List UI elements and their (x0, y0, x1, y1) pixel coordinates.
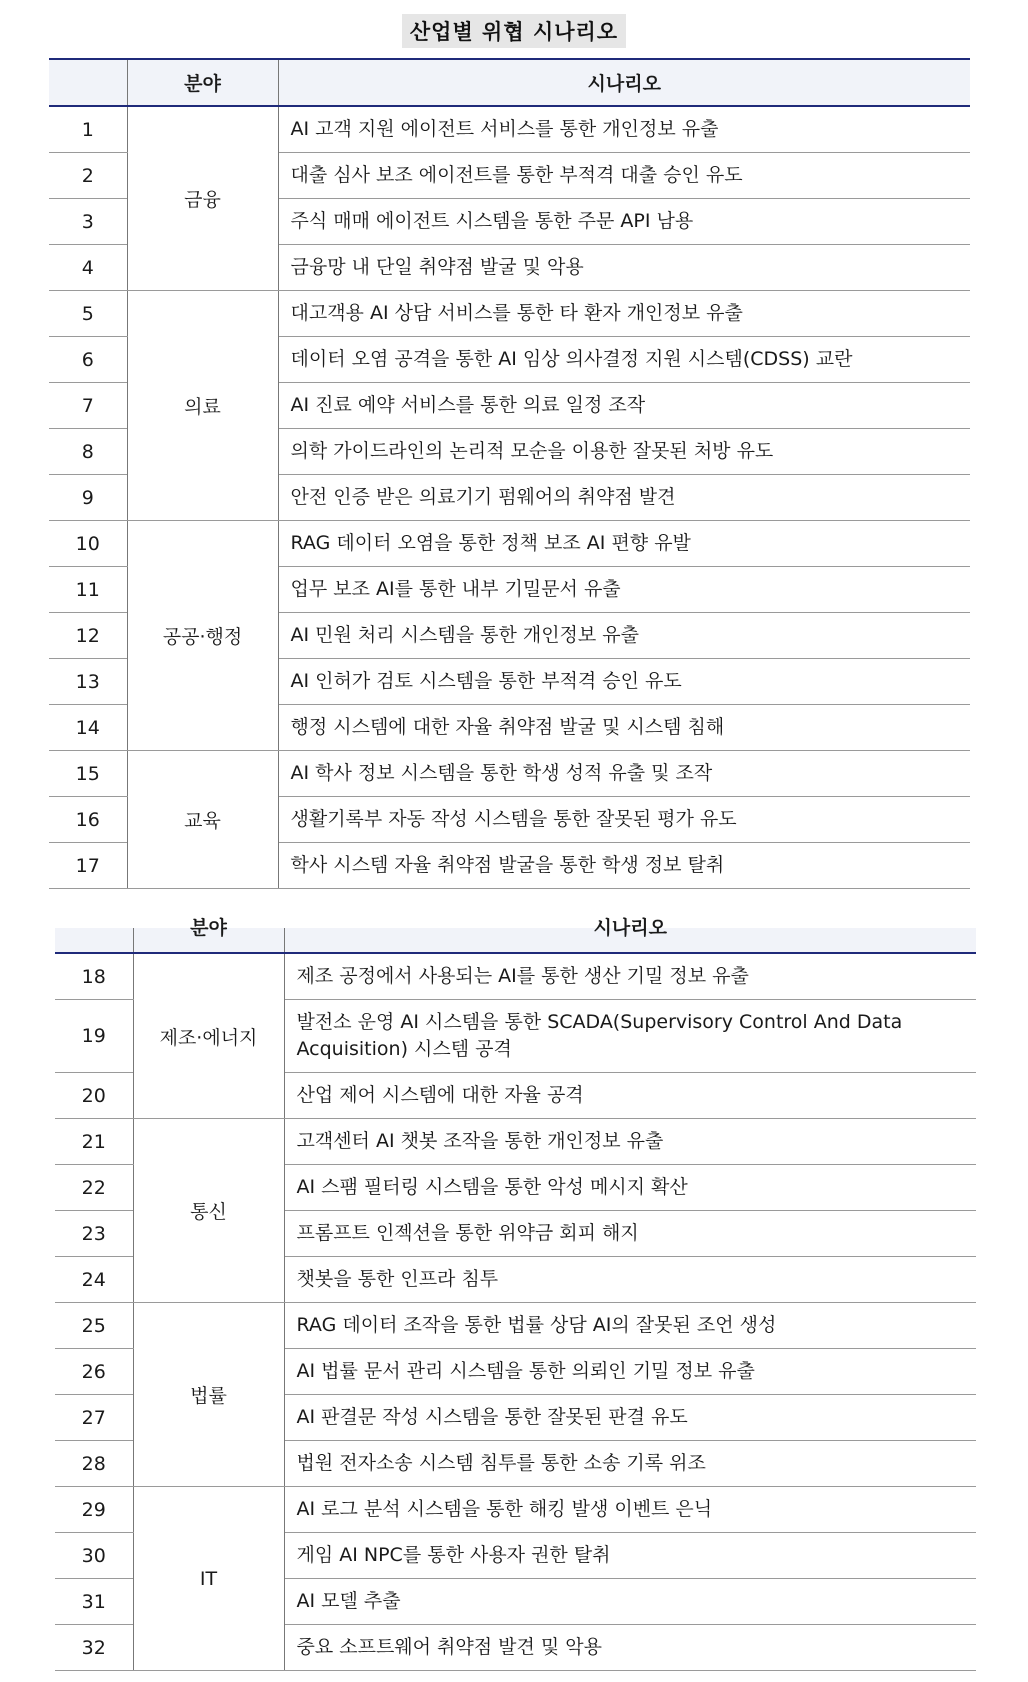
scenario-cell: AI 고객 지원 에이전트 서비스를 통한 개인정보 유출 (278, 106, 970, 153)
field-cell: 교육 (127, 751, 278, 889)
page-title: 산업별 위협 시나리오 (402, 14, 626, 48)
scenario-cell: 프롬프트 인젝션을 통한 위약금 회피 해지 (284, 1211, 976, 1257)
scenario-cell: 산업 제어 시스템에 대한 자율 공격 (284, 1073, 976, 1119)
row-number: 4 (49, 245, 127, 291)
scenario-cell: 의학 가이드라인의 논리적 모순을 이용한 잘못된 처방 유도 (278, 429, 970, 475)
row-number: 22 (55, 1165, 133, 1211)
row-number: 25 (55, 1303, 133, 1349)
scenario-cell: AI 모델 추출 (284, 1579, 976, 1625)
threat-table-2 (55, 917, 976, 1671)
scenario-cell: 안전 인증 받은 의료기기 펌웨어의 취약점 발견 (278, 475, 970, 521)
row-number: 13 (49, 659, 127, 705)
row-number: 10 (49, 521, 127, 567)
table-row (55, 1303, 976, 1349)
table-row (49, 751, 970, 797)
row-number: 2 (49, 153, 127, 199)
table-row (49, 291, 970, 337)
row-number: 18 (55, 953, 133, 1000)
scenario-cell: 업무 보조 AI를 통한 내부 기밀문서 유출 (278, 567, 970, 613)
scenario-cell: 발전소 운영 AI 시스템을 통한 SCADA(Supervisory Control And Data Acquisition) 시스템 공격 (284, 1000, 976, 1073)
row-number: 7 (49, 383, 127, 429)
field-cell: 공공·행정 (127, 521, 278, 751)
row-number: 8 (49, 429, 127, 475)
field-cell: 금융 (127, 106, 278, 291)
scenario-cell: AI 진료 예약 서비스를 통한 의료 일정 조작 (278, 383, 970, 429)
scenario-cell: 금융망 내 단일 취약점 발굴 및 악용 (278, 245, 970, 291)
row-number: 12 (49, 613, 127, 659)
scenario-cell: 데이터 오염 공격을 통한 AI 임상 의사결정 지원 시스템(CDSS) 교란 (278, 337, 970, 383)
header-scenario: 시나리오 (284, 928, 976, 953)
scenario-cell: 챗봇을 통한 인프라 침투 (284, 1257, 976, 1303)
table-row (49, 106, 970, 153)
row-number: 29 (55, 1487, 133, 1533)
table-header-row (49, 59, 970, 106)
scenario-cell: AI 학사 정보 시스템을 통한 학생 성적 유출 및 조작 (278, 751, 970, 797)
row-number: 16 (49, 797, 127, 843)
scenario-cell: 법원 전자소송 시스템 침투를 통한 소송 기록 위조 (284, 1441, 976, 1487)
header-field: 분야 (127, 59, 278, 106)
row-number: 14 (49, 705, 127, 751)
scenario-cell: 행정 시스템에 대한 자율 취약점 발굴 및 시스템 침해 (278, 705, 970, 751)
field-cell: 법률 (133, 1303, 284, 1487)
scenario-cell: 제조 공정에서 사용되는 AI를 통한 생산 기밀 정보 유출 (284, 953, 976, 1000)
scenario-cell: AI 판결문 작성 시스템을 통한 잘못된 판결 유도 (284, 1395, 976, 1441)
row-number: 28 (55, 1441, 133, 1487)
scenario-cell: RAG 데이터 조작을 통한 법률 상담 AI의 잘못된 조언 생성 (284, 1303, 976, 1349)
scenario-cell: 중요 소프트웨어 취약점 발견 및 악용 (284, 1625, 976, 1671)
scenario-cell: 학사 시스템 자율 취약점 발굴을 통한 학생 정보 탈취 (278, 843, 970, 889)
row-number: 23 (55, 1211, 133, 1257)
field-cell: 제조·에너지 (133, 953, 284, 1119)
row-number: 1 (49, 106, 127, 153)
row-number: 9 (49, 475, 127, 521)
scenario-cell: 생활기록부 자동 작성 시스템을 통한 잘못된 평가 유도 (278, 797, 970, 843)
scenario-cell: AI 로그 분석 시스템을 통한 해킹 발생 이벤트 은닉 (284, 1487, 976, 1533)
scenario-cell: AI 법률 문서 관리 시스템을 통한 의뢰인 기밀 정보 유출 (284, 1349, 976, 1395)
row-number: 31 (55, 1579, 133, 1625)
table-row (55, 1487, 976, 1533)
scenario-cell: 고객센터 AI 챗봇 조작을 통한 개인정보 유출 (284, 1119, 976, 1165)
table-header-row-cut (55, 928, 976, 953)
scenario-cell: AI 스팸 필터링 시스템을 통한 악성 메시지 확산 (284, 1165, 976, 1211)
scenario-cell: 주식 매매 에이전트 시스템을 통한 주문 API 남용 (278, 199, 970, 245)
row-number: 17 (49, 843, 127, 889)
row-number: 11 (49, 567, 127, 613)
field-cell: 통신 (133, 1119, 284, 1303)
row-number: 30 (55, 1533, 133, 1579)
row-number: 6 (49, 337, 127, 383)
header-number (49, 59, 127, 106)
field-cell: 의료 (127, 291, 278, 521)
row-number: 19 (55, 1000, 133, 1073)
scenario-cell: AI 인허가 검토 시스템을 통한 부적격 승인 유도 (278, 659, 970, 705)
table-row (55, 1119, 976, 1165)
header-number (55, 928, 133, 953)
header-field: 분야 (133, 928, 284, 953)
row-number: 32 (55, 1625, 133, 1671)
row-number: 26 (55, 1349, 133, 1395)
table-row (49, 521, 970, 567)
row-number: 15 (49, 751, 127, 797)
table-row (55, 953, 976, 1000)
scenario-cell: RAG 데이터 오염을 통한 정책 보조 AI 편향 유발 (278, 521, 970, 567)
scenario-cell: AI 민원 처리 시스템을 통한 개인정보 유출 (278, 613, 970, 659)
scenario-cell: 대고객용 AI 상담 서비스를 통한 타 환자 개인정보 유출 (278, 291, 970, 337)
row-number: 24 (55, 1257, 133, 1303)
row-number: 21 (55, 1119, 133, 1165)
row-number: 3 (49, 199, 127, 245)
title-container (0, 14, 1028, 48)
row-number: 27 (55, 1395, 133, 1441)
row-number: 5 (49, 291, 127, 337)
scenario-cell: 대출 심사 보조 에이전트를 통한 부적격 대출 승인 유도 (278, 153, 970, 199)
row-number: 20 (55, 1073, 133, 1119)
field-cell: IT (133, 1487, 284, 1671)
scenario-cell: 게임 AI NPC를 통한 사용자 권한 탈취 (284, 1533, 976, 1579)
threat-table-1 (49, 58, 970, 889)
header-scenario: 시나리오 (278, 59, 970, 106)
